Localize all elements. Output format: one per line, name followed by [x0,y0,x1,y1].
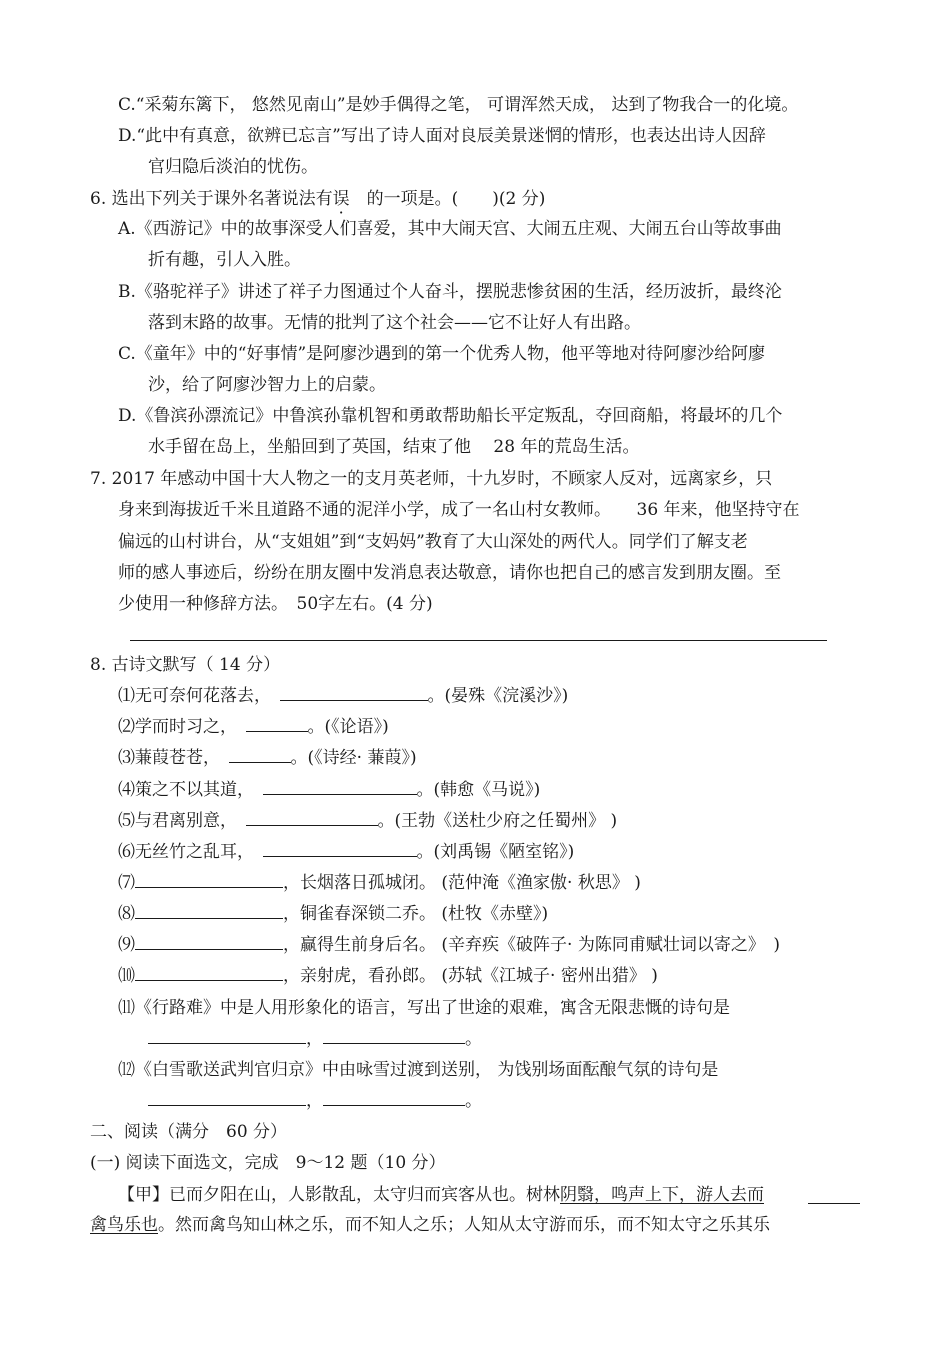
q8-item-12-prompt: ⑿《白雪歌送武判官归京》中由咏雪过渡到送别， 为饯别场面酝酿气氛的诗句是 [118,1060,719,1080]
q6-option-a-line1: A.《西游记》中的故事深受人们喜爱，其中大闹天宫、大闹五庄观、大闹五台山等故事曲 [118,219,782,239]
section-2-part-1-title: (一) 阅读下面选文，完成 9～12 题（10 分） [90,1153,446,1173]
q8-item-1-prompt: ⑴无可奈何花落去， [118,686,263,706]
q6-stem-pre: 6. 选出下列关于课外名著说法有 [90,189,333,209]
q8-item-6-source: 。(刘禹锡《陋室铭》) [416,842,575,862]
q8-item-11-prompt: ⑾《行路难》中是人用形象化的语言，写出了世途的艰难，寓含无限悲慨的诗句是 [118,998,730,1018]
passage-jia-line1-text: 【甲】已而夕阳在山，人影散乱，太守归而宾客从也。树林 [118,1185,560,1205]
q6-option-c-line2: 沙，给了阿廖沙智力上的启蒙。 [148,375,386,395]
q8-item-8-number: ⑻ [118,904,135,924]
q8-item-2-prompt: ⑵学而时习之， [118,717,229,737]
q8-item-5-blank[interactable] [246,810,378,826]
q8-item-11-comma: ， [306,1029,323,1049]
q8-item-11-period: 。 [465,1029,482,1049]
q8-item-3-blank[interactable] [229,747,291,763]
q8-item-10-number: ⑽ [118,966,135,986]
q5-option-d-line2: 官归隐后淡泊的忧伤。 [148,157,318,177]
q8-item-3-prompt: ⑶蒹葭苍苍， [118,748,212,768]
q8-item-1-blank[interactable] [280,685,428,701]
q5-option-d-line1: D.“此中有真意，欲辨已忘言”写出了诗人面对良辰美景迷惘的情形，也表达出诗人因辞 [118,126,766,146]
q8-item-11-blank-2[interactable] [323,1028,465,1044]
q8-item-1-source: 。(晏殊《浣溪沙》) [427,686,569,706]
q8-item-10-source: ，亲射虎，看孙郎。 (苏轼《江城子· 密州出猎》 ) [283,966,658,986]
q8-item-9-source: ，赢得生前身后名。 (辛弃疾《破阵子· 为陈同甫赋壮词以寄之》 ) [283,935,780,955]
q7-line2: 身来到海拔近千米且道路不通的泥洋小学，成了一名山村女教师。 36 年来，他坚持守在 [118,500,800,520]
q8-item-8 [118,903,548,925]
passage-jia-line2-text: 。然而禽鸟知山林之乐，而不知人之乐；人知从太守游而乐，而不知太守之乐其乐 [158,1215,770,1235]
q8-item-12-blank-2[interactable] [323,1090,465,1106]
passage-jia-underlined-2: 禽鸟乐也 [90,1215,158,1235]
q8-item-12-answers [148,1090,482,1112]
q6-option-b-line2: 落到末路的故事。无情的批判了这个社会——它不让好人有出路。 [148,313,641,333]
q8-item-3-source: 。(《诗经· 蒹葭》) [290,748,417,768]
q6-option-d-line1: D.《鲁滨孙漂流记》中鲁滨孙靠机智和勇敢帮助船长平定叛乱，夺回商船，将最坏的几个 [118,406,783,426]
q8-item-5-source: 。(王勃《送杜少府之任蜀州》 ) [377,811,618,831]
q8-item-2-source: 。(《论语》) [307,717,389,737]
q7-line1: 7. 2017 年感动中国十大人物之一的支月英老师，十九岁时，不顾家人反对，远离家乡，只 [90,469,773,489]
q7-line5: 少使用一种修辞方法。 50字左右。(4 分) [118,594,433,614]
q8-item-11-answers [148,1028,482,1050]
q5-option-c: C.“采菊东篱下， 悠然见南山”是妙手偶得之笔， 可谓浑然天成， 达到了物我合一的化境。 [118,95,799,115]
q8-item-1 [118,685,568,707]
q7-answer-line[interactable] [130,640,827,641]
q8-title: 8. 古诗文默写（ 14 分） [90,655,281,675]
q8-item-2 [118,716,389,738]
q8-item-5 [118,810,617,832]
q8-item-4-blank[interactable] [263,779,417,795]
section-2-title: 二、阅读（满分 60 分） [90,1122,288,1142]
q8-item-9-blank[interactable] [135,934,283,950]
q8-item-7-blank[interactable] [135,872,283,888]
q6-emphasis-char: 误 [332,189,350,209]
q8-item-12-period: 。 [465,1091,482,1111]
q8-item-6 [118,841,574,863]
q8-item-8-blank[interactable] [135,903,283,919]
q8-item-7-source: ，长烟落日孤城闭。 (范仲淹《渔家傲· 秋思》 ) [283,873,641,893]
q8-item-12-blank-1[interactable] [148,1090,306,1106]
q8-item-7 [118,872,641,894]
q8-item-10 [118,965,658,987]
q8-item-4 [118,779,540,801]
q8-item-12-comma: ， [306,1091,323,1111]
q8-item-7-number: ⑺ [118,873,135,893]
passage-jia-line2 [90,1214,770,1236]
q8-item-9 [118,934,780,956]
q8-item-11-blank-1[interactable] [148,1028,306,1044]
q7-line4: 师的感人事迹后，纷纷在朋友圈中发消息表达敬意，请你也把自己的感言发到朋友圈。至 [118,563,781,583]
passage-jia-underlined-1: 阴翳，鸣声上下，游人去而 [560,1185,764,1205]
q8-item-4-source: 。(韩愈《马说》) [416,780,541,800]
q6-stem [90,188,545,210]
passage-jia-underline-tail [808,1203,860,1204]
q6-option-a-line2: 折有趣，引人入胜。 [148,250,301,270]
q8-item-6-prompt: ⑹无丝竹之乱耳， [118,842,246,862]
q8-item-10-blank[interactable] [135,965,283,981]
q8-item-3 [118,747,417,769]
q8-item-9-number: ⑼ [118,935,135,955]
q8-item-5-prompt: ⑸与君离别意， [118,811,229,831]
q6-option-d-line2: 水手留在岛上，坐船回到了英国，结束了他 28 年的荒岛生活。 [148,437,640,457]
q6-option-c-line1: C.《童年》中的“好事情”是阿廖沙遇到的第一个优秀人物，他平等地对待阿廖沙给阿廖 [118,344,766,364]
q8-item-2-blank[interactable] [246,716,308,732]
passage-jia-line1 [118,1184,764,1206]
q8-item-6-blank[interactable] [263,841,417,857]
q7-line3: 偏远的山村讲台，从“支姐姐”到“支妈妈”教育了大山深处的两代人。同学们了解支老 [118,532,748,552]
q6-stem-post: 的一项是。( )(2 分) [366,189,546,209]
q8-item-8-source: ，铜雀春深锁二乔。 (杜牧《赤壁》) [283,904,549,924]
q8-item-4-prompt: ⑷策之不以其道， [118,780,246,800]
q6-option-b-line1: B.《骆驼祥子》讲述了祥子力图通过个人奋斗，摆脱悲惨贫困的生活，经历波折，最终沦 [118,282,782,302]
